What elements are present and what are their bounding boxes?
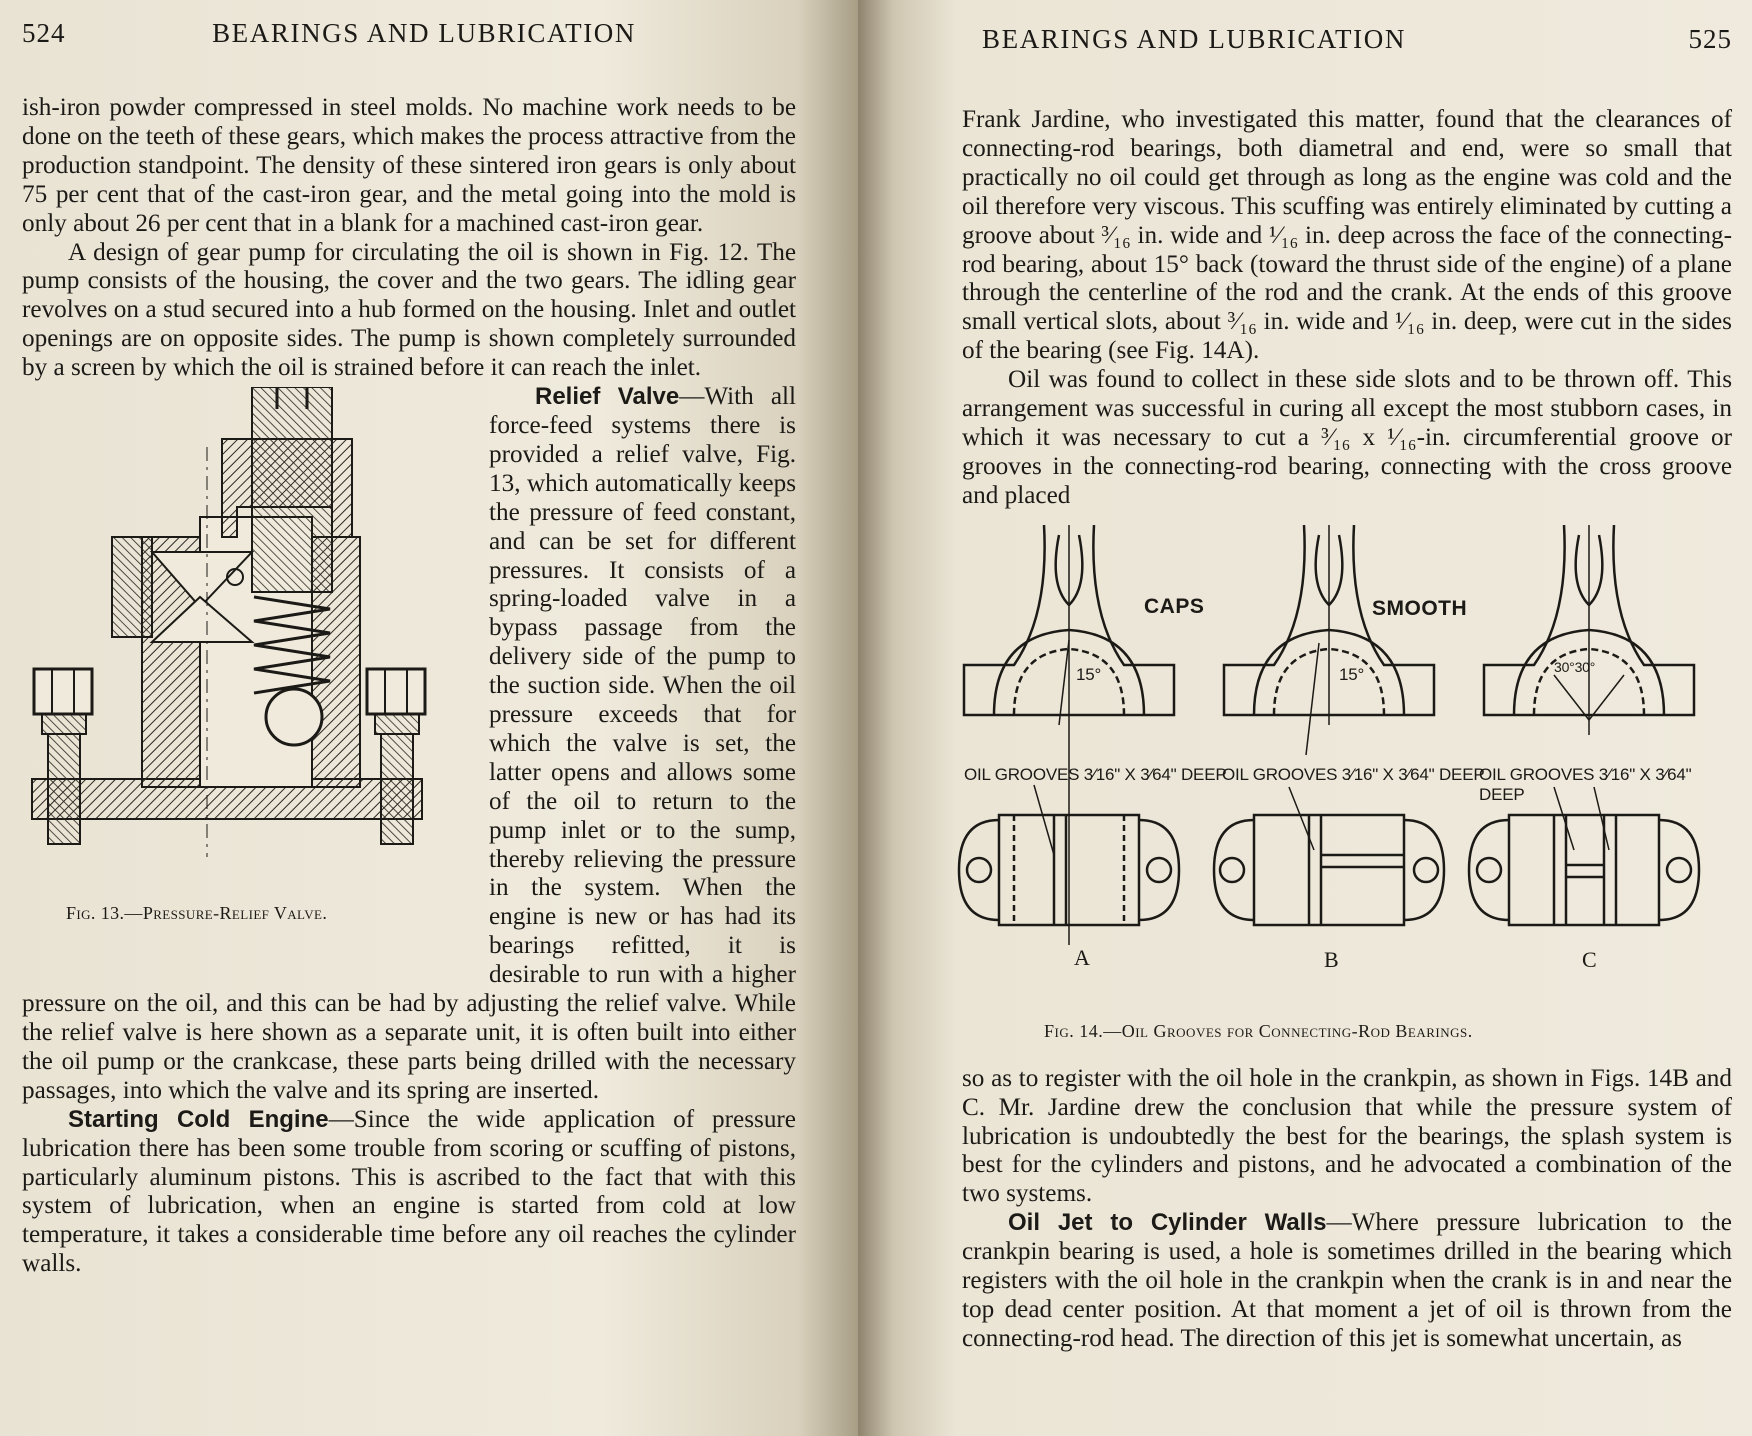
figure-13-caption: Fig. 13.—Pressure-Relief Valve. — [66, 903, 328, 924]
letter-c: C — [1582, 946, 1597, 972]
oil-grooves-b: OIL GROOVES 3⁄16" X 3⁄64" DEEP — [1222, 764, 1485, 784]
relief-valve-text: —With all force-feed systems there is provided a relief valve, Fig. 13, which automatically keeps the pressure of feed constant, and can be set for different pressures. It consists of a spring-loaded valve in a bypass passage from the delivery side of the pump to the suction side. When the oil pressure exceeds that for which the valve is set, the latter opens and allows some of the oil to return to the pump inlet or to the sump, thereby relieving the pressure in the system. When the engine is new or has had its bearings refitted, it is desirable to run with a higher pressure on the oil, and this can be had by adjusting the relief valve. While the relief valve is here shown as a separate unit, it is often built into either the oil pump or the crankcase, these parts being drilled with the necessary passages, into which the valve and its spring are inserted. — [22, 383, 796, 1104]
bearing-half-c — [1469, 815, 1699, 925]
right-page — [858, 0, 1752, 1436]
left-running-head-title: BEARINGS AND LUBRICATION — [212, 18, 636, 48]
oil-grooves-a: OIL GROOVES 3⁄16" X 3⁄64" DEEP — [964, 764, 1227, 784]
angle-a: 15° — [1076, 664, 1102, 684]
angle-b: 15° — [1339, 664, 1365, 684]
left-para-1: ish-iron powder compressed in steel molds. No machine work needs to be done on the teeth of these gears, which makes the process attractive from the production standpoint. The density of these sintered iron gears is only about 75 per cent that of the cast-iron gear, and the metal going into the mold is only about 26 per cent that in a blank for a machined cast-iron gear. — [22, 94, 796, 237]
oil-jet-text: —Where pressure lubrication to the crankpin bearing is used, a hole is sometimes drilled in the bearing which registers with the oil hole in the crankpin when the crank is in and near the top dead center position. At that moment a jet of oil is thrown from the connecting-rod head. The direction of this jet is somewhat uncertain, as — [962, 1209, 1732, 1352]
starting-cold-engine-heading: Starting Cold Engine — [68, 1105, 329, 1133]
letter-b: B — [1324, 946, 1339, 972]
right-running-head — [962, 24, 1732, 64]
bearing-cap-b — [1224, 525, 1434, 755]
figure-14 — [954, 525, 1732, 1057]
letter-a: A — [1074, 944, 1090, 970]
right-body — [962, 106, 1732, 1354]
right-running-head-title: BEARINGS AND LUBRICATION — [982, 24, 1406, 54]
right-para-3: so as to register with the oil hole in the crankpin, as shown in Figs. 14B and C. Mr. Jardine drew the conclusion that while the pressure system of lubrication is undoubtedly the best for the bearings, the splash system is best for the cylinders and pistons, and he advocated a combination of the two systems. — [962, 1064, 1732, 1208]
right-para-1: Frank Jardine, who investigated this matter, found that the clearances of connecting-rod bearings, both diametral and end, were so small that practically no oil could get through as long as the engine was cold and the oil therefore very viscous. This scuffing was entirely eliminated by cutting a groove about ³⁄₁₆ in. wide and ¹⁄₁₆ in. deep across the face of the connecting-rod bearing, about 15° back (toward the thrust side of the engine) of a plane through the centerline of the rod and the crank. At the ends of this groove small vertical slots, about ³⁄₁₆ in. wide and ¹⁄₁₆ in. deep, were cut in the sides of the bearing (see Fig. 14A). — [962, 106, 1732, 365]
label-smooth: SMOOTH — [1372, 596, 1468, 620]
left-page-number: 524 — [22, 18, 66, 48]
relief-valve-heading: Relief Valve — [535, 383, 680, 411]
bearing-half-b — [1214, 815, 1444, 925]
oil-jet-paragraph — [962, 1209, 1732, 1354]
left-para-2: A design of gear pump for circulating the oil is shown in Fig. 12. The pump consists of the housing, the cover and the two gears. The idling gear revolves on a stud secured into a hub formed on the housing. Inlet and outlet openings are on opposite sides. The pump is shown completely surrounded by a screen by which the oil is strained before it can reach the inlet. — [22, 238, 796, 382]
angle-c: 30°30° — [1554, 658, 1596, 675]
oil-jet-heading: Oil Jet to Cylinder Walls — [1008, 1209, 1327, 1237]
bearing-cap-a — [964, 525, 1174, 945]
left-running-head — [22, 18, 796, 58]
starting-cold-engine-paragraph — [22, 1106, 796, 1279]
pressure-relief-valve-drawing — [22, 387, 477, 897]
right-page-number: 525 — [1688, 24, 1732, 54]
label-caps: CAPS — [1144, 594, 1205, 618]
right-para-2: Oil was found to collect in these side slots and to be thrown off. This arrangement was successful in curing all except the most stubborn cases, in which it was necessary to cut a ³⁄₁₆ x ¹⁄₁₆-in. circumferential groove or grooves in the connecting-rod bearing, connecting with the cross groove and placed — [962, 366, 1732, 509]
left-page — [0, 0, 858, 1436]
bearing-cap-c — [1484, 525, 1694, 735]
left-body — [22, 94, 796, 1279]
figure-14-caption: Fig. 14.—Oil Grooves for Connecting-Rod Bearings. — [1044, 1020, 1473, 1041]
starting-cold-engine-text: —Since the wide application of pressure lubrication there has been some trouble from scoring or scuffing of pistons, particularly aluminum pistons. This is ascribed to the fact that with this system of lubrication, when an engine is started from cold at low temperature, it takes a considerable time before any oil reaches the cylinder walls. — [22, 1105, 796, 1278]
oil-grooves-c: OIL GROOVES 3⁄16" X 3⁄64" DEEP — [1479, 764, 1692, 804]
figure-13 — [22, 387, 477, 963]
